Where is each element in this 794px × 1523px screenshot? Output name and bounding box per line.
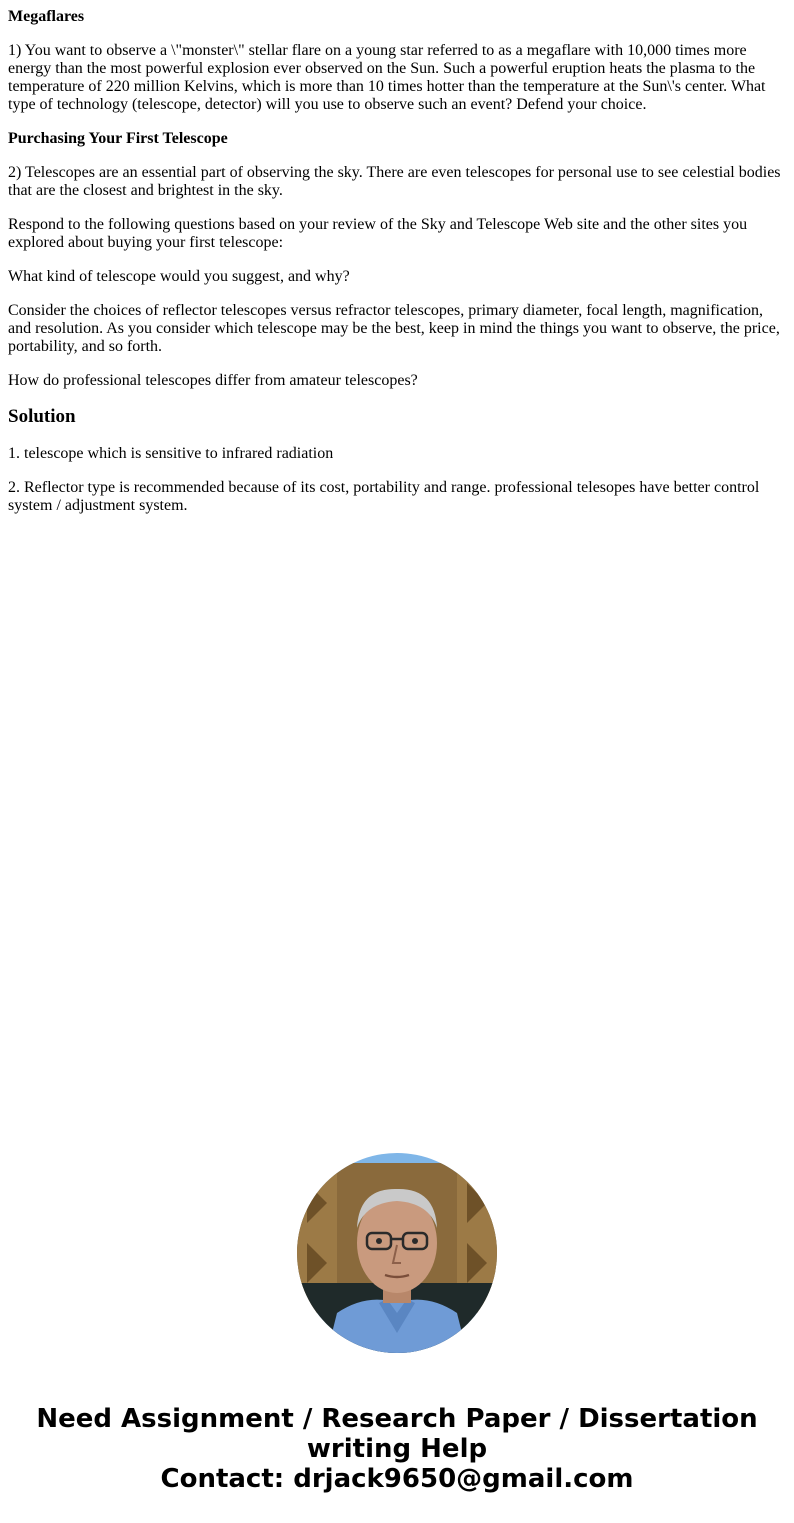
consider-text: Consider the choices of reflector telescopes versus refractor telescopes, primary diameter, focal length, magnification, and resolution. As you consider which telescope may be the best, keep in mind the things you want to observe, the price, portability, and so forth. bbox=[8, 302, 780, 355]
promo-contact: Contact: drjack9650@gmail.com bbox=[160, 1464, 634, 1494]
respond-instructions: Respond to the following questions based on your review of the Sky and Telescope Web site and the other sites you explored about buying your first telescope: bbox=[8, 216, 748, 251]
solution-heading: Solution bbox=[8, 406, 76, 427]
suggest-question: What kind of telescope would you suggest, and why? bbox=[8, 268, 350, 285]
answer-2: 2. Reflector type is recommended because of its cost, portability and range. professional telesopes have better control system / adjustment system. bbox=[8, 479, 760, 514]
author-portrait-image bbox=[297, 1153, 497, 1353]
document-body bbox=[8, 8, 786, 531]
answer-1: 1. telescope which is sensitive to infrared radiation bbox=[8, 445, 334, 462]
differ-question: How do professional telescopes differ from amateur telescopes? bbox=[8, 372, 418, 389]
section-title-telescope: Purchasing Your First Telescope bbox=[8, 130, 228, 147]
question-1-text: 1) You want to observe a \"monster\" stellar flare on a young star referred to as a megaflare with 10,000 times more energy than the most powerful explosion ever observed on the Sun. Such a powerful eruption heats the plasma to the temperature of 220 million Kelvins, which is more than 10 times hotter than the temperature at the Sun\'s center. What type of technology (telescope, detector) will you use to observe such an event? Defend your choice. bbox=[8, 42, 766, 113]
section-title-megaflares: Megaflares bbox=[8, 8, 85, 25]
promo-banner bbox=[0, 1404, 794, 1494]
question-2-text: 2) Telescopes are an essential part of observing the sky. There are even telescopes for personal use to see celestial bodies that are the closest and brightest in the sky. bbox=[8, 164, 781, 199]
promo-line-1: Need Assignment / Research Paper / Dissertation bbox=[36, 1404, 758, 1434]
promo-line-2: writing Help bbox=[306, 1434, 488, 1464]
author-avatar bbox=[297, 1153, 497, 1353]
